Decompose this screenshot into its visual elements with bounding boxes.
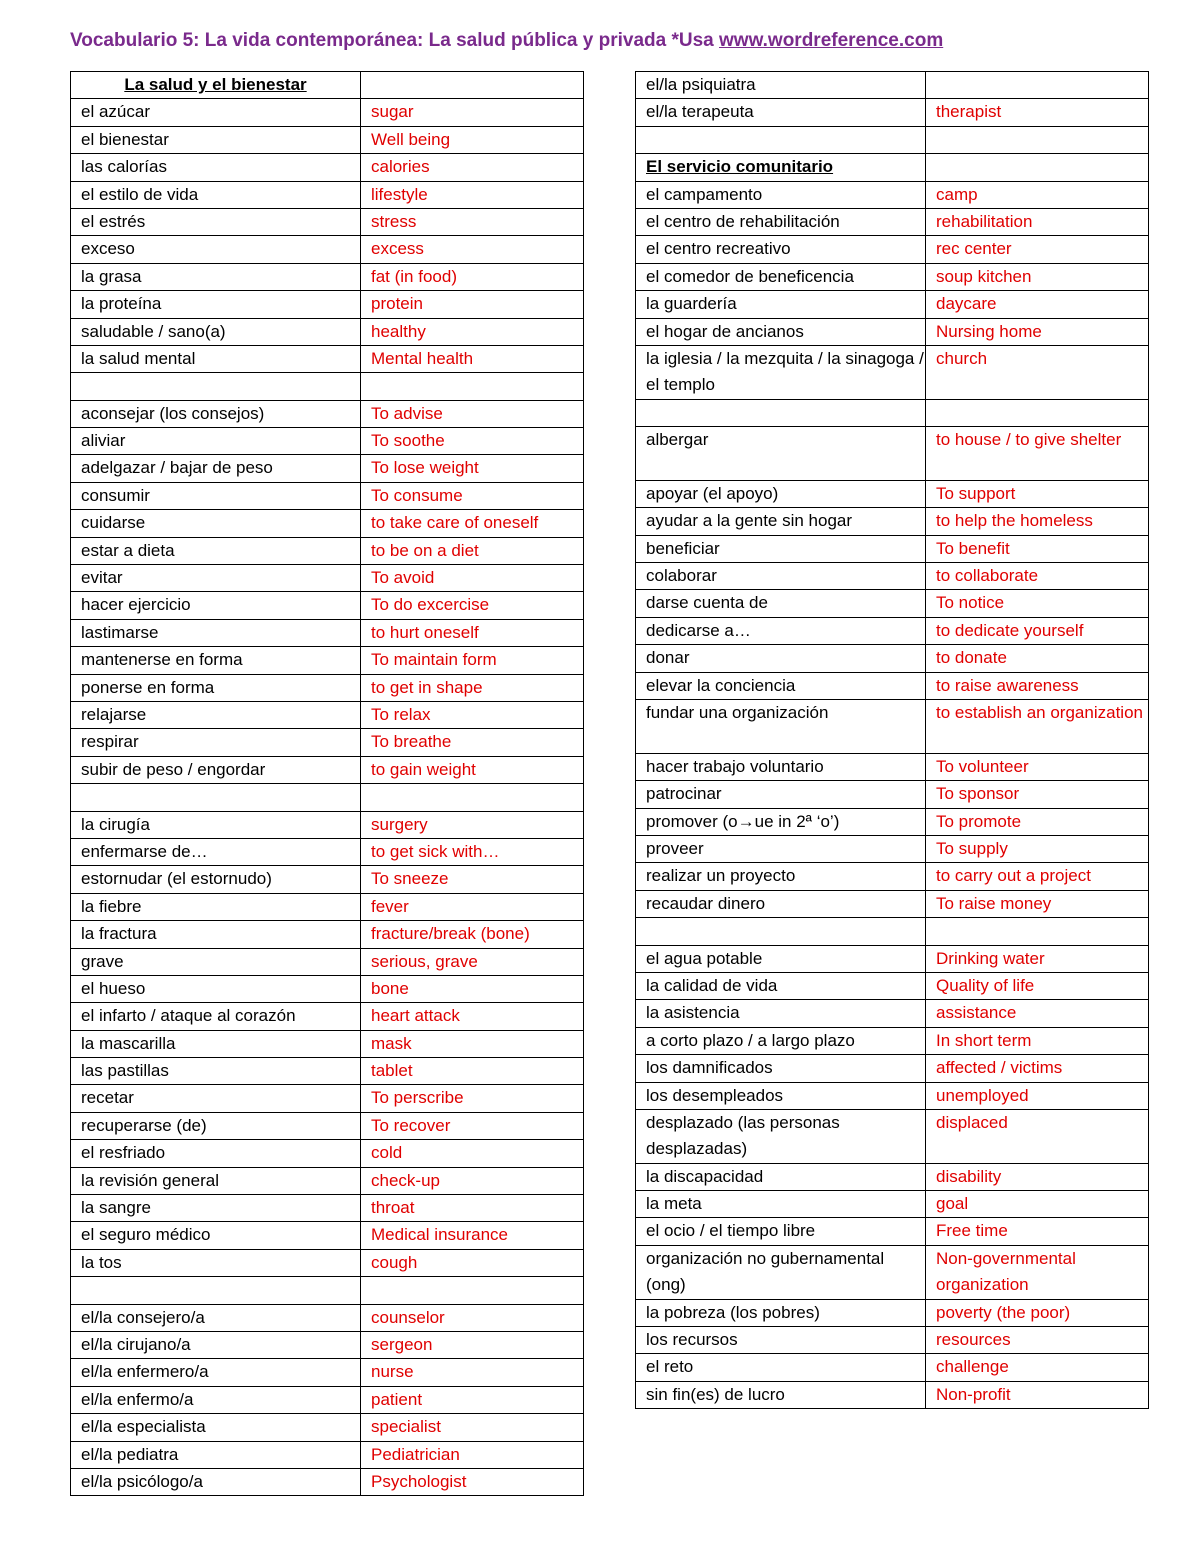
spanish-term: el campamento <box>636 181 926 208</box>
vocab-row <box>636 835 1149 862</box>
english-translation: displaced <box>926 1109 1149 1163</box>
vocab-row <box>636 508 1149 535</box>
spanish-term: subir de peso / engordar <box>71 756 361 783</box>
vocab-row <box>71 1277 584 1304</box>
spanish-term: el bienestar <box>71 126 361 153</box>
vocab-row <box>71 154 584 181</box>
english-translation: to help the homeless <box>926 508 1149 535</box>
english-translation: poverty (the poor) <box>926 1299 1149 1326</box>
vocab-row <box>71 811 584 838</box>
spanish-term: donar <box>636 645 926 672</box>
vocab-row <box>71 1003 584 1030</box>
spanish-term: el comedor de beneficencia <box>636 263 926 290</box>
vocab-row <box>636 863 1149 890</box>
spanish-term: la fractura <box>71 921 361 948</box>
english-translation: heart attack <box>361 1003 584 1030</box>
english-translation: calories <box>361 154 584 181</box>
spanish-term: el/la psiquiatra <box>636 72 926 99</box>
english-translation: goal <box>926 1191 1149 1218</box>
vocab-row <box>71 1195 584 1222</box>
vocab-row <box>71 1331 584 1358</box>
spanish-term: el azúcar <box>71 99 361 126</box>
vocab-row <box>71 701 584 728</box>
spanish-term: la tos <box>71 1249 361 1276</box>
spanish-term: el/la cirujano/a <box>71 1331 361 1358</box>
english-translation <box>926 154 1149 181</box>
english-translation: Medical insurance <box>361 1222 584 1249</box>
vocab-row <box>636 1027 1149 1054</box>
english-translation: excess <box>361 236 584 263</box>
spanish-term: hacer trabajo voluntario <box>636 753 926 780</box>
english-translation: Drinking water <box>926 945 1149 972</box>
spanish-term <box>636 126 926 153</box>
vocab-row <box>636 808 1149 835</box>
vocab-row <box>71 1304 584 1331</box>
english-translation: check-up <box>361 1167 584 1194</box>
english-translation: to house / to give shelter <box>926 427 1149 481</box>
english-translation: bone <box>361 975 584 1002</box>
english-translation: fat (in food) <box>361 263 584 290</box>
english-translation: Quality of life <box>926 972 1149 999</box>
english-translation <box>926 126 1149 153</box>
spanish-term: recetar <box>71 1085 361 1112</box>
english-translation: In short term <box>926 1027 1149 1054</box>
spanish-term: a corto plazo / a largo plazo <box>636 1027 926 1054</box>
vocab-row <box>636 208 1149 235</box>
spanish-term <box>636 399 926 426</box>
spanish-term: el hueso <box>71 975 361 1002</box>
spanish-term: el seguro médico <box>71 1222 361 1249</box>
english-translation: to take care of oneself <box>361 510 584 537</box>
spanish-term: fundar una organización <box>636 700 926 754</box>
vocab-row <box>636 72 1149 99</box>
english-translation: throat <box>361 1195 584 1222</box>
english-translation: to establish an organization <box>926 700 1149 754</box>
english-translation: cold <box>361 1140 584 1167</box>
vocab-row <box>71 236 584 263</box>
spanish-term: lastimarse <box>71 619 361 646</box>
vocab-row <box>636 672 1149 699</box>
spanish-term: la salud mental <box>71 345 361 372</box>
spanish-term: el/la psicólogo/a <box>71 1468 361 1495</box>
vocab-row <box>71 208 584 235</box>
english-translation: resources <box>926 1327 1149 1354</box>
vocab-row <box>636 1000 1149 1027</box>
english-translation: disability <box>926 1163 1149 1190</box>
english-translation: Psychologist <box>361 1468 584 1495</box>
spanish-term: relajarse <box>71 701 361 728</box>
spanish-term: el hogar de ancianos <box>636 318 926 345</box>
vocab-row <box>636 1218 1149 1245</box>
vocab-row <box>636 126 1149 153</box>
spanish-term: el reto <box>636 1354 926 1381</box>
spanish-term: el/la especialista <box>71 1414 361 1441</box>
english-translation: To advise <box>361 400 584 427</box>
vocab-row <box>636 918 1149 945</box>
english-translation: stress <box>361 208 584 235</box>
spanish-term: saludable / sano(a) <box>71 318 361 345</box>
page-title <box>70 30 943 52</box>
vocab-row <box>71 428 584 455</box>
english-translation: To recover <box>361 1112 584 1139</box>
vocab-row <box>636 263 1149 290</box>
english-translation: To promote <box>926 808 1149 835</box>
vocab-row <box>71 565 584 592</box>
vocab-row <box>636 154 1149 181</box>
english-translation: to raise awareness <box>926 672 1149 699</box>
spanish-term: consumir <box>71 482 361 509</box>
spanish-term: estar a dieta <box>71 537 361 564</box>
spanish-term: darse cuenta de <box>636 590 926 617</box>
spanish-term: la cirugía <box>71 811 361 838</box>
spanish-term: el/la terapeuta <box>636 99 926 126</box>
english-translation: to be on a diet <box>361 537 584 564</box>
vocab-row <box>71 592 584 619</box>
vocab-row <box>71 893 584 920</box>
spanish-term: exceso <box>71 236 361 263</box>
vocab-row <box>71 1140 584 1167</box>
english-translation: To notice <box>926 590 1149 617</box>
spanish-term <box>636 918 926 945</box>
english-translation: Pediatrician <box>361 1441 584 1468</box>
vocab-row <box>71 1167 584 1194</box>
english-translation: To volunteer <box>926 753 1149 780</box>
vocab-row <box>636 399 1149 426</box>
spanish-term: el resfriado <box>71 1140 361 1167</box>
vocab-row <box>636 945 1149 972</box>
english-translation: To consume <box>361 482 584 509</box>
english-translation: To support <box>926 480 1149 507</box>
vocab-row <box>71 619 584 646</box>
spanish-term: beneficiar <box>636 535 926 562</box>
vocab-row <box>636 99 1149 126</box>
english-translation: surgery <box>361 811 584 838</box>
english-translation: To do excercise <box>361 592 584 619</box>
vocab-row <box>71 1249 584 1276</box>
spanish-term: la revisión general <box>71 1167 361 1194</box>
spanish-term: organización no gubernamental (ong) <box>636 1245 926 1299</box>
vocab-row <box>636 318 1149 345</box>
vocab-row <box>636 1191 1149 1218</box>
spanish-term: el agua potable <box>636 945 926 972</box>
english-translation: To sneeze <box>361 866 584 893</box>
vocab-row <box>636 535 1149 562</box>
vocab-row <box>71 291 584 318</box>
spanish-term: mantenerse en forma <box>71 647 361 674</box>
english-translation: unemployed <box>926 1082 1149 1109</box>
vocab-row <box>636 236 1149 263</box>
spanish-term: la calidad de vida <box>636 972 926 999</box>
english-translation: cough <box>361 1249 584 1276</box>
vocab-row <box>636 617 1149 644</box>
english-translation: Mental health <box>361 345 584 372</box>
vocab-row <box>636 1299 1149 1326</box>
english-translation: specialist <box>361 1414 584 1441</box>
english-translation: Nursing home <box>926 318 1149 345</box>
english-translation: church <box>926 345 1149 399</box>
spanish-term: la proteína <box>71 291 361 318</box>
english-translation: Free time <box>926 1218 1149 1245</box>
vocab-row <box>636 645 1149 672</box>
spanish-term: apoyar (el apoyo) <box>636 480 926 507</box>
vocab-row <box>71 1414 584 1441</box>
english-translation: sugar <box>361 99 584 126</box>
english-translation <box>361 1277 584 1304</box>
english-translation: Non-profit <box>926 1381 1149 1408</box>
wordreference-link[interactable]: www.wordreference.com <box>719 30 944 51</box>
vocab-row <box>636 781 1149 808</box>
vocab-row <box>71 838 584 865</box>
spanish-term: los recursos <box>636 1327 926 1354</box>
spanish-term <box>71 1277 361 1304</box>
spanish-term: el/la enfermo/a <box>71 1386 361 1413</box>
vocab-row <box>71 1386 584 1413</box>
english-translation: rec center <box>926 236 1149 263</box>
english-translation: To sponsor <box>926 781 1149 808</box>
english-translation: To soothe <box>361 428 584 455</box>
english-translation: sergeon <box>361 1331 584 1358</box>
spanish-term: promover (o→ue in 2ª ‘o’) <box>636 808 926 835</box>
english-translation: mask <box>361 1030 584 1057</box>
vocab-row <box>71 674 584 701</box>
spanish-term: la asistencia <box>636 1000 926 1027</box>
spanish-term: la meta <box>636 1191 926 1218</box>
vocab-row <box>71 784 584 811</box>
spanish-term: el centro recreativo <box>636 236 926 263</box>
english-translation: lifestyle <box>361 181 584 208</box>
spanish-term: ayudar a la gente sin hogar <box>636 508 926 535</box>
spanish-term: ponerse en forma <box>71 674 361 701</box>
english-translation: to get in shape <box>361 674 584 701</box>
english-translation: To avoid <box>361 565 584 592</box>
spanish-term: adelgazar / bajar de peso <box>71 455 361 482</box>
english-translation <box>361 784 584 811</box>
vocab-row <box>71 1085 584 1112</box>
english-translation: to dedicate yourself <box>926 617 1149 644</box>
empty-cell <box>361 72 584 99</box>
vocab-row <box>71 318 584 345</box>
english-translation: To perscribe <box>361 1085 584 1112</box>
spanish-term <box>71 784 361 811</box>
spanish-term: enfermarse de… <box>71 838 361 865</box>
spanish-term: elevar la conciencia <box>636 672 926 699</box>
spanish-term: realizar un proyecto <box>636 863 926 890</box>
vocab-row <box>636 427 1149 481</box>
english-translation: Well being <box>361 126 584 153</box>
vocab-row <box>636 1327 1149 1354</box>
vocab-row <box>636 480 1149 507</box>
vocab-row <box>636 345 1149 399</box>
vocab-row <box>71 647 584 674</box>
english-translation: serious, grave <box>361 948 584 975</box>
english-translation: assistance <box>926 1000 1149 1027</box>
vocab-row <box>636 753 1149 780</box>
vocab-row <box>636 590 1149 617</box>
spanish-term: recuperarse (de) <box>71 1112 361 1139</box>
spanish-term: albergar <box>636 427 926 481</box>
vocab-row <box>71 1058 584 1085</box>
vocab-row <box>71 1222 584 1249</box>
english-translation: Non-governmental organization <box>926 1245 1149 1299</box>
vocab-row <box>71 866 584 893</box>
vocab-row <box>71 1112 584 1139</box>
spanish-term: evitar <box>71 565 361 592</box>
spanish-term: patrocinar <box>636 781 926 808</box>
vocab-row <box>636 1354 1149 1381</box>
english-translation <box>926 72 1149 99</box>
spanish-term: el/la consejero/a <box>71 1304 361 1331</box>
english-translation: tablet <box>361 1058 584 1085</box>
english-translation: fever <box>361 893 584 920</box>
vocab-row <box>636 181 1149 208</box>
english-translation: challenge <box>926 1354 1149 1381</box>
spanish-term: la mascarilla <box>71 1030 361 1057</box>
english-translation: protein <box>361 291 584 318</box>
vocab-row <box>71 455 584 482</box>
spanish-term: la sangre <box>71 1195 361 1222</box>
english-translation: To maintain form <box>361 647 584 674</box>
english-translation: To lose weight <box>361 455 584 482</box>
spanish-term: estornudar (el estornudo) <box>71 866 361 893</box>
vocab-row <box>71 263 584 290</box>
spanish-term: la fiebre <box>71 893 361 920</box>
section-header: El servicio comunitario <box>636 154 926 181</box>
spanish-term: hacer ejercicio <box>71 592 361 619</box>
spanish-term: proveer <box>636 835 926 862</box>
spanish-term <box>71 373 361 400</box>
vocab-row <box>71 1030 584 1057</box>
vocab-row <box>71 921 584 948</box>
spanish-term: respirar <box>71 729 361 756</box>
spanish-term: desplazado (las personas desplazadas) <box>636 1109 926 1163</box>
english-translation: To breathe <box>361 729 584 756</box>
vocab-row <box>71 1441 584 1468</box>
vocab-row <box>71 126 584 153</box>
vocab-row <box>71 510 584 537</box>
english-translation: soup kitchen <box>926 263 1149 290</box>
vocab-row <box>71 975 584 1002</box>
spanish-term: el/la enfermero/a <box>71 1359 361 1386</box>
vocab-row <box>71 181 584 208</box>
vocab-row <box>71 345 584 372</box>
english-translation: to gain weight <box>361 756 584 783</box>
vocab-row <box>71 756 584 783</box>
english-translation: counselor <box>361 1304 584 1331</box>
english-translation: To benefit <box>926 535 1149 562</box>
english-translation: affected / victims <box>926 1055 1149 1082</box>
english-translation: to donate <box>926 645 1149 672</box>
vocab-row <box>71 537 584 564</box>
section-header-row <box>71 72 584 99</box>
spanish-term: sin fin(es) de lucro <box>636 1381 926 1408</box>
spanish-term: el centro de rehabilitación <box>636 208 926 235</box>
vocab-row <box>71 99 584 126</box>
spanish-term: los desempleados <box>636 1082 926 1109</box>
vocab-row <box>71 1359 584 1386</box>
english-translation <box>361 373 584 400</box>
vocab-row <box>71 948 584 975</box>
english-translation: camp <box>926 181 1149 208</box>
spanish-term: el infarto / ataque al corazón <box>71 1003 361 1030</box>
english-translation: to get sick with… <box>361 838 584 865</box>
spanish-term: grave <box>71 948 361 975</box>
spanish-term: la guardería <box>636 291 926 318</box>
spanish-term: dedicarse a… <box>636 617 926 644</box>
english-translation: healthy <box>361 318 584 345</box>
vocab-row <box>71 729 584 756</box>
title-text: Vocabulario 5: La vida contemporánea: La salud pública y privada *Usa <box>70 30 720 51</box>
vocab-row <box>71 400 584 427</box>
english-translation: to collaborate <box>926 563 1149 590</box>
spanish-term: colaborar <box>636 563 926 590</box>
spanish-term: la pobreza (los pobres) <box>636 1299 926 1326</box>
spanish-term: la discapacidad <box>636 1163 926 1190</box>
english-translation: To relax <box>361 701 584 728</box>
vocab-row <box>636 972 1149 999</box>
vocab-row <box>636 890 1149 917</box>
vocab-table-right <box>635 71 1149 1409</box>
spanish-term: recaudar dinero <box>636 890 926 917</box>
spanish-term: el/la pediatra <box>71 1441 361 1468</box>
spanish-term: las pastillas <box>71 1058 361 1085</box>
english-translation: patient <box>361 1386 584 1413</box>
vocab-row <box>636 1082 1149 1109</box>
vocab-row <box>636 291 1149 318</box>
english-translation: To supply <box>926 835 1149 862</box>
vocab-row <box>636 1109 1149 1163</box>
spanish-term: el estrés <box>71 208 361 235</box>
english-translation: To raise money <box>926 890 1149 917</box>
english-translation <box>926 918 1149 945</box>
english-translation: to hurt oneself <box>361 619 584 646</box>
spanish-term: el estilo de vida <box>71 181 361 208</box>
spanish-term: la grasa <box>71 263 361 290</box>
vocab-row <box>636 1245 1149 1299</box>
spanish-term: cuidarse <box>71 510 361 537</box>
spanish-term: los damnificados <box>636 1055 926 1082</box>
english-translation: nurse <box>361 1359 584 1386</box>
vocab-row <box>636 1381 1149 1408</box>
spanish-term: la iglesia / la mezquita / la sinagoga / el templo <box>636 345 926 399</box>
vocab-row <box>636 563 1149 590</box>
spanish-term: aliviar <box>71 428 361 455</box>
vocab-row <box>71 373 584 400</box>
spanish-term: el ocio / el tiempo libre <box>636 1218 926 1245</box>
english-translation: rehabilitation <box>926 208 1149 235</box>
spanish-term: las calorías <box>71 154 361 181</box>
english-translation <box>926 399 1149 426</box>
english-translation: daycare <box>926 291 1149 318</box>
section-header: La salud y el bienestar <box>71 72 361 99</box>
vocab-row <box>636 700 1149 754</box>
vocab-row <box>71 482 584 509</box>
vocab-row <box>636 1055 1149 1082</box>
english-translation: to carry out a project <box>926 863 1149 890</box>
spanish-term: aconsejar (los consejos) <box>71 400 361 427</box>
vocab-table-left <box>70 71 584 1496</box>
vocab-row <box>71 1468 584 1495</box>
vocab-row <box>636 1163 1149 1190</box>
english-translation: therapist <box>926 99 1149 126</box>
english-translation: fracture/break (bone) <box>361 921 584 948</box>
